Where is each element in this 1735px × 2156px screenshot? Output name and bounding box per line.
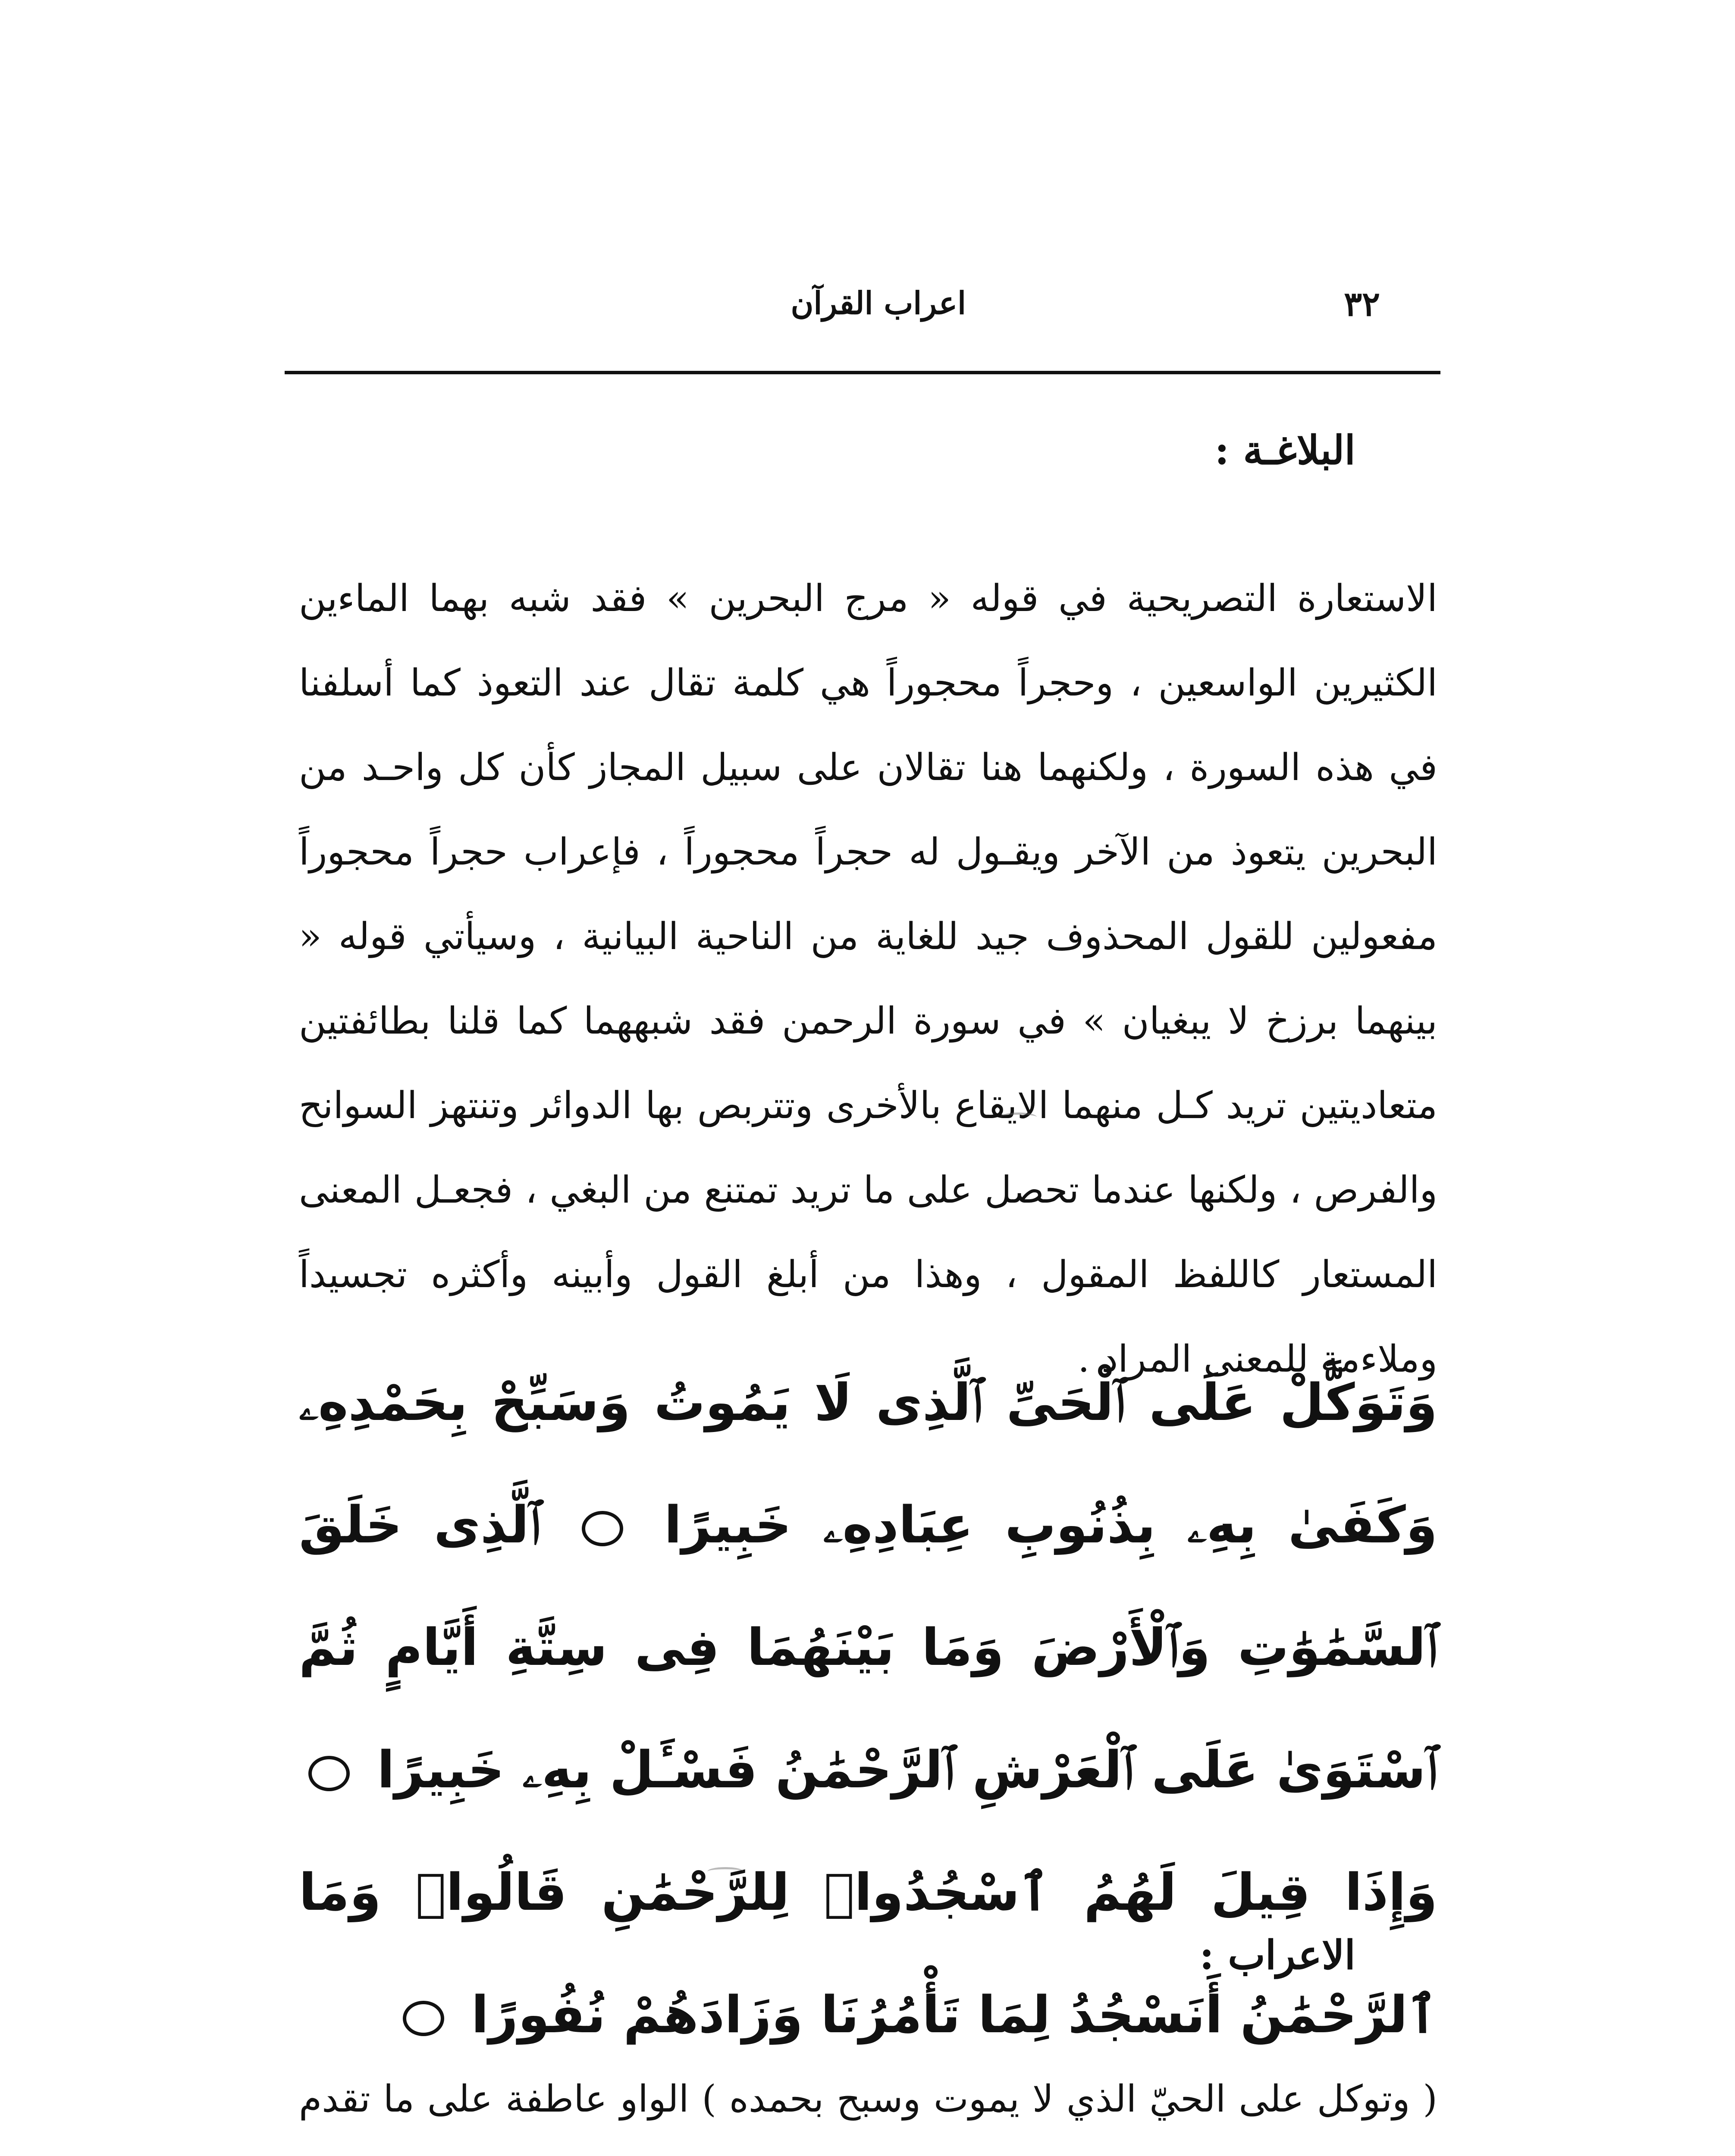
balagha-paragraph: الاستعارة التصريحية في قوله « مرج البحرين » فقد شبه بهما الماءين الكثيرين الواسعين ، وحجراً محجوراً هي كلمة تقال عند التعوذ كما أسلفنا في هذه السورة ، ولكنهما هنا تقالان على سبيل المجاز كأن كل واحـد من البحرين يتعوذ من الآخر ويقـول له حجراً محجوراً ، فإعراب حجراً محجوراً مفعولين للقول المحذوف جيد للغاية من الناحية البيانية ، وسيأتي قوله « بينهما برزخ لا يبغيان » في سورة الرحمن فقد شبههما كما قلنا بطائفتين متعاديتين تريد كـل منهما الايقاع بالأخرى وتتربص بها الدوائر وتنتهز السوانح والفرص ، ولكنها عندما تحصل على ما تريد تمتنع من البغي ، فجعـل المعنى المستعار كاللفظ المقول ، وهذا من أبلغ القول وأبينه وأكثره تجسيداً وملاءمة للمعنى المراد .: [299, 577, 1437, 1381]
quran-verse-59: ٱلَّذِى خَلَقَ ٱلسَّمَٰوَٰتِ وَٱلْأَرْضَ وَمَا بَيْنَهُمَا فِى سِتَّةِ أَيَّامٍ ثُمَّ ٱسْتَوَىٰ عَلَى ٱلْعَرْشِ ٱلرَّحْمَٰنُ فَسْـَٔلْ بِهِۦ خَبِيرًا: [299, 1495, 1437, 1799]
balagha-heading: البلاغـة :: [1214, 427, 1355, 473]
verse-end-mark-icon: [403, 2001, 444, 2036]
scan-mark: [1001, 1112, 1037, 1122]
running-head: [285, 285, 1440, 341]
irab-heading: الاعراب :: [1199, 1932, 1355, 1978]
book-title: اعراب القرآن: [791, 285, 966, 321]
irab-paragraph: ( وتوكل على الحيّ الذي لا يموت وسبح بحمده ) الواو عاطفة على ما تقدم: [299, 2078, 1437, 2121]
page-number: ٣٢: [1344, 285, 1380, 324]
quran-verse-60: وَإِذَا قِيلَ لَهُمُ ٱسْجُدُوا۟ لِلرَّحْمَٰنِ قَالُوا۟ وَمَا ٱلرَّحْمَٰنُ أَنَسْجُدُ لِمَا تَأْمُرُنَا وَزَادَهُمْ نُفُورًا: [299, 1862, 1437, 2044]
verse-end-mark-icon: [308, 1756, 350, 1791]
scan-mark: [707, 1867, 744, 1876]
header-divider: [285, 371, 1440, 374]
quran-verse-58: وَتَوَكَّلْ عَلَى ٱلْحَىِّ ٱلَّذِى لَا يَمُوتُ وَسَبِّحْ بِحَمْدِهِۦ وَكَفَىٰ بِهِۦ بِذُنُوبِ عِبَادِهِۦ خَبِيرًا: [299, 1373, 1437, 1554]
verse-end-mark-icon: [582, 1511, 623, 1546]
